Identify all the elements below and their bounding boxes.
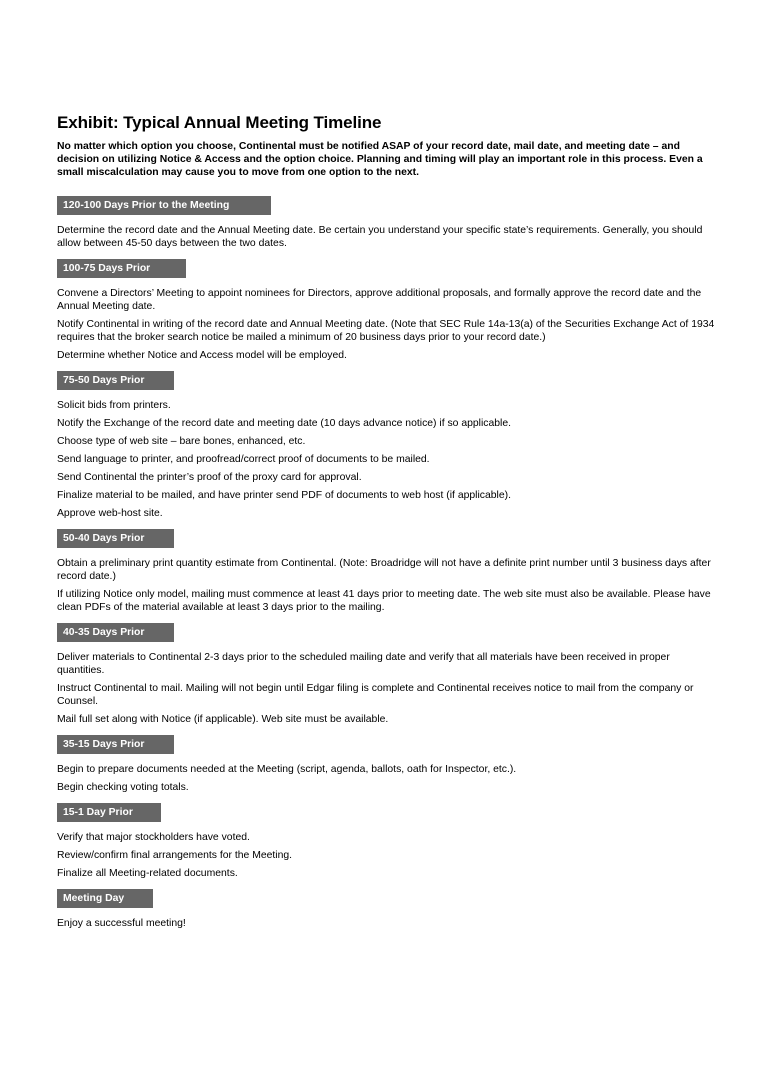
timeline-section-35-15 [57, 734, 717, 794]
timeline-section-120-100 [57, 195, 717, 250]
section-item: Verify that major stockholders have voted. [57, 832, 250, 843]
section-label: Meeting Day [57, 889, 153, 908]
section-item: Choose type of web site – bare bones, enhanced, etc. [57, 436, 306, 447]
section-item: Mail full set along with Notice (if applicable). Web site must be available. [57, 714, 389, 725]
section-item: If utilizing Notice only model, mailing must commence at least 41 days prior to meeting date. The web site must also be available. Please have clean PDFs of the material available at least 3 days prior to the mailing. [57, 589, 711, 613]
timeline-section-15-1 [57, 802, 717, 880]
section-item: Enjoy a successful meeting! [57, 918, 186, 929]
section-item: Finalize material to be mailed, and have printer send PDF of documents to web host (if applicable). [57, 490, 511, 501]
section-item: Approve web-host site. [57, 508, 163, 519]
section-label: 75-50 Days Prior [57, 371, 174, 390]
section-label: 120-100 Days Prior to the Meeting [57, 196, 271, 215]
section-item: Notify the Exchange of the record date and meeting date (10 days advance notice) if so applicable. [57, 418, 512, 429]
timeline-section-50-40 [57, 528, 717, 614]
section-item: Send language to printer, and proofread/correct proof of documents to be mailed. [57, 454, 430, 465]
timeline-section-meeting-day [57, 888, 717, 930]
section-label: 15-1 Day Prior [57, 803, 161, 822]
section-item: Instruct Continental to mail. Mailing will not begin until Edgar filing is complete and Continental receives notice to mail from the company or Counsel. [57, 683, 694, 707]
section-item: Notify Continental in writing of the record date and Annual Meeting date. (Note that SEC Rule 14a-13(a) of the Securities Exchange Act of 1934 requires that the broker search notice be mailed a minimum of 20 business days prior to your record date.) [57, 319, 715, 343]
section-label: 50-40 Days Prior [57, 529, 174, 548]
timeline-section-40-35 [57, 622, 717, 726]
section-label: 35-15 Days Prior [57, 735, 174, 754]
page-title: Exhibit: Typical Annual Meeting Timeline [57, 113, 382, 132]
intro-paragraph: No matter which option you choose, Continental must be notified ASAP of your record date, mail date, and meeting date – and decision on utilizing Notice & Access and the option choice. Planning and timing will play an important role in this process. Even a small miscalculation may cause you to move from one option to the next. [57, 141, 703, 178]
section-item: Deliver materials to Continental 2-3 days prior to the scheduled mailing date and verify that all materials have been received in proper quantities. [57, 652, 670, 676]
section-item: Finalize all Meeting-related documents. [57, 868, 238, 879]
section-item: Solicit bids from printers. [57, 400, 171, 411]
section-item: Review/confirm final arrangements for the Meeting. [57, 850, 293, 861]
timeline-section-100-75 [57, 258, 717, 362]
section-item: Begin checking voting totals. [57, 782, 189, 793]
timeline-section-75-50 [57, 370, 717, 520]
section-item: Convene a Directors’ Meeting to appoint nominees for Directors, approve additional proposals, and formally approve the record date and the Annual Meeting date. [57, 288, 702, 312]
section-item: Determine the record date and the Annual Meeting date. Be certain you understand your specific state’s requirements. Generally, you should allow between 45-50 days between the two dates. [57, 225, 703, 249]
section-item: Begin to prepare documents needed at the Meeting (script, agenda, ballots, oath for Inspector, etc.). [57, 764, 517, 775]
section-item: Send Continental the printer’s proof of the proxy card for approval. [57, 472, 362, 483]
document-content [57, 113, 717, 938]
section-item: Obtain a preliminary print quantity estimate from Continental. (Note: Broadridge will not have a definite print number until 3 business days after record date.) [57, 558, 711, 582]
section-label: 100-75 Days Prior [57, 259, 186, 278]
section-label: 40-35 Days Prior [57, 623, 174, 642]
section-item: Determine whether Notice and Access model will be employed. [57, 350, 347, 361]
